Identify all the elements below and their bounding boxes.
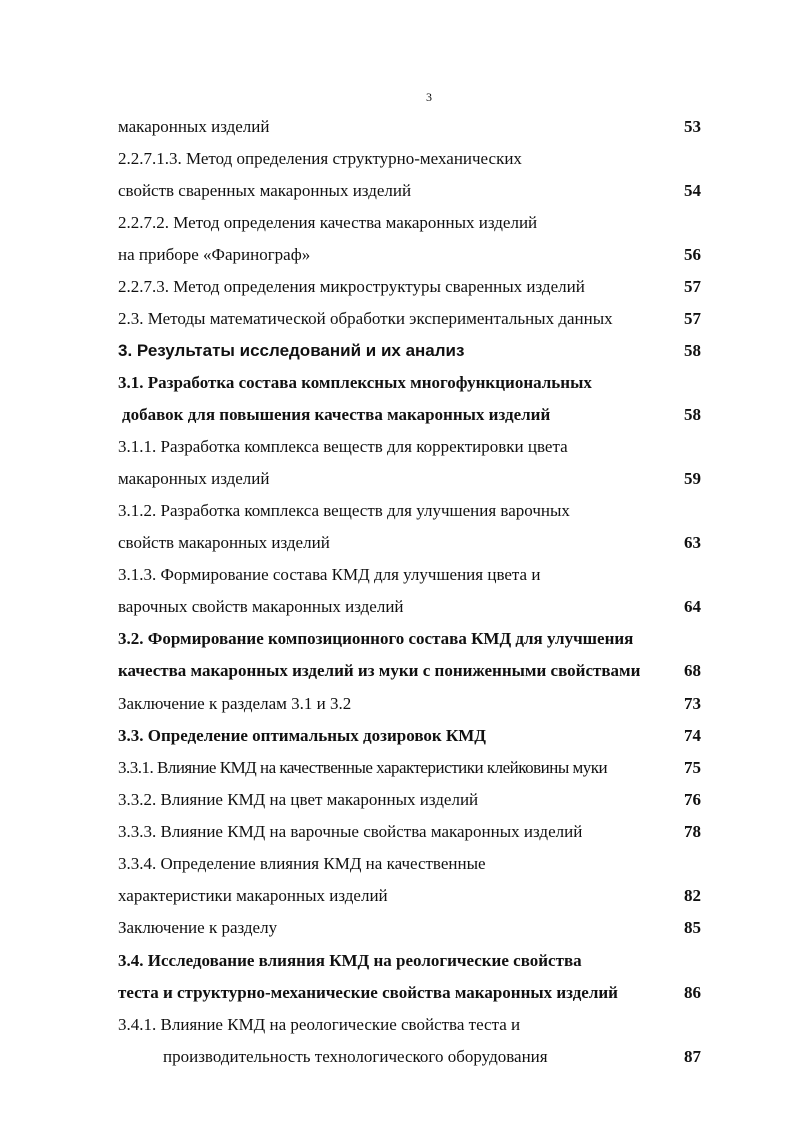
toc-entry-page: 86 bbox=[684, 983, 701, 1002]
toc-entry bbox=[0, 850, 793, 878]
toc-entry-page: 87 bbox=[684, 1047, 701, 1066]
toc-entry-text: 3.1. Разработка состава комплексных многофункциональных bbox=[118, 373, 592, 392]
toc-entry-page: 73 bbox=[684, 694, 701, 713]
toc-entry-page: 63 bbox=[684, 533, 701, 552]
toc-section-heading bbox=[0, 657, 793, 685]
toc-entry-text: 3.3. Определение оптимальных дозировок КМД bbox=[118, 726, 486, 745]
toc-entry-text: макаронных изделий bbox=[118, 469, 270, 488]
toc-entry bbox=[0, 914, 793, 942]
toc-entry-text: добавок для повышения качества макаронных изделий bbox=[122, 405, 551, 424]
page-number: 3 bbox=[426, 90, 432, 104]
toc-entry-text: Заключение к разделам 3.1 и 3.2 bbox=[118, 694, 352, 713]
toc-entry-page: 82 bbox=[684, 886, 701, 905]
toc-entry-text: 3.1.3. Формирование состава КМД для улучшения цвета и bbox=[118, 565, 541, 584]
toc-section-heading bbox=[0, 401, 793, 429]
toc-entry-text: 3. Результаты исследований и их анализ bbox=[118, 341, 465, 360]
toc-entry-text: 3.1.2. Разработка комплекса веществ для улучшения варочных bbox=[118, 501, 570, 520]
toc-entry-page: 76 bbox=[684, 790, 701, 809]
toc-entry bbox=[0, 241, 793, 269]
toc-entry bbox=[0, 1043, 793, 1071]
toc-entry-page: 57 bbox=[684, 277, 701, 296]
toc-entry-text: теста и структурно-механические свойства макаронных изделий bbox=[118, 983, 618, 1002]
toc-chapter-heading bbox=[0, 337, 793, 365]
toc-entry-text: на приборе «Фаринограф» bbox=[118, 245, 311, 264]
toc-entry bbox=[0, 818, 793, 846]
toc-entry bbox=[0, 497, 793, 525]
toc-section-heading bbox=[0, 625, 793, 653]
toc-entry-text: качества макаронных изделий из муки с пониженными свойствами bbox=[118, 661, 641, 680]
toc-entry-text: 2.2.7.1.3. Метод определения структурно-механических bbox=[118, 149, 522, 168]
toc-entry bbox=[0, 561, 793, 589]
toc-entry-page: 57 bbox=[684, 309, 701, 328]
toc-entry-text: производительность технологического оборудования bbox=[163, 1047, 548, 1066]
toc-entry bbox=[0, 754, 793, 782]
toc-entry-text: варочных свойств макаронных изделий bbox=[118, 597, 404, 616]
toc-entry bbox=[0, 113, 793, 141]
toc-entry bbox=[0, 465, 793, 493]
toc-entry-text: 3.3.1. Влияние КМД на качественные характеристики клейковины муки bbox=[118, 758, 608, 777]
toc-entry bbox=[0, 593, 793, 621]
toc-entry-text: 3.3.2. Влияние КМД на цвет макаронных изделий bbox=[118, 790, 479, 809]
toc-entry-text: свойств макаронных изделий bbox=[118, 533, 330, 552]
toc-entry-text: 3.4.1. Влияние КМД на реологические свойства теста и bbox=[118, 1015, 521, 1034]
toc-entry-text: 2.2.7.3. Метод определения микроструктуры сваренных изделий bbox=[118, 277, 585, 296]
toc-entry-page: 74 bbox=[684, 726, 701, 745]
toc-entry bbox=[0, 529, 793, 557]
toc-entry bbox=[0, 786, 793, 814]
toc-entry-page: 75 bbox=[684, 758, 701, 777]
toc-entry bbox=[0, 433, 793, 461]
toc-entry-page: 78 bbox=[684, 822, 701, 841]
toc-entry-text: 2.3. Методы математической обработки экспериментальных данных bbox=[118, 309, 613, 328]
toc-entry-page: 58 bbox=[684, 405, 701, 424]
toc-entry-text: 2.2.7.2. Метод определения качества макаронных изделий bbox=[118, 213, 538, 232]
toc-entry bbox=[0, 177, 793, 205]
toc-entry bbox=[0, 690, 793, 718]
toc-entry bbox=[0, 145, 793, 173]
toc-section-heading bbox=[0, 979, 793, 1007]
toc-section-heading bbox=[0, 369, 793, 397]
toc-section-heading bbox=[0, 947, 793, 975]
toc-entry bbox=[0, 1011, 793, 1039]
toc-entry-page: 68 bbox=[684, 661, 701, 680]
toc-entry-page: 85 bbox=[684, 918, 701, 937]
toc-entry bbox=[0, 882, 793, 910]
toc-entry-text: характеристики макаронных изделий bbox=[118, 886, 388, 905]
toc-entry bbox=[0, 273, 793, 301]
toc-entry bbox=[0, 209, 793, 237]
toc-entry-text: 3.2. Формирование композиционного состава КМД для улучшения bbox=[118, 629, 634, 648]
toc-entry-text: свойств сваренных макаронных изделий bbox=[118, 181, 412, 200]
toc-entry-text: 3.4. Исследование влияния КМД на реологические свойства bbox=[118, 951, 582, 970]
toc-entry bbox=[0, 305, 793, 333]
toc-entry-text: макаронных изделий bbox=[118, 117, 270, 136]
toc-entry-text: Заключение к разделу bbox=[118, 918, 278, 937]
toc-section-heading bbox=[0, 722, 793, 750]
toc-entry-page: 53 bbox=[684, 117, 701, 136]
toc-entry-page: 64 bbox=[684, 597, 701, 616]
toc-entry-page: 54 bbox=[684, 181, 701, 200]
toc-entry-text: 3.3.3. Влияние КМД на варочные свойства макаронных изделий bbox=[118, 822, 583, 841]
toc-entry-text: 3.3.4. Определение влияния КМД на качественные bbox=[118, 854, 486, 873]
toc-entry-page: 59 bbox=[684, 469, 701, 488]
toc-entry-page: 56 bbox=[684, 245, 701, 264]
toc-entry-page: 58 bbox=[684, 341, 701, 360]
toc-entry-text: 3.1.1. Разработка комплекса веществ для корректировки цвета bbox=[118, 437, 568, 456]
